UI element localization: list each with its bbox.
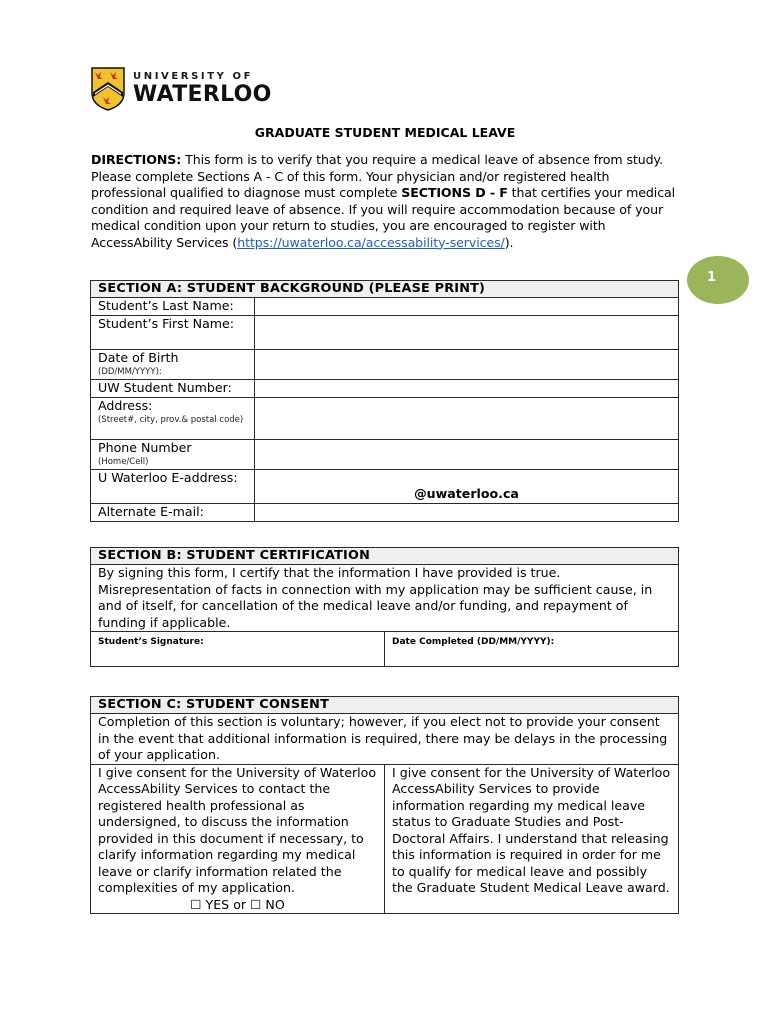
consent-right-cell — [385, 764, 679, 914]
consent-intro: Completion of this section is voluntary; however, if you elect not to provide your consent in the event that additional information is required, there may be delays in the processing of your application. — [91, 714, 679, 765]
directions-bold-sections: SECTIONS D - F — [401, 185, 508, 200]
page-number: 1 — [707, 270, 717, 285]
phone-field[interactable] — [255, 440, 679, 470]
last-name-field[interactable] — [255, 298, 679, 316]
address-hint: (Street#, city, prov.& postal code) — [98, 414, 244, 425]
date-completed-field[interactable] — [385, 632, 679, 667]
page-number-badge — [687, 256, 749, 304]
section-c-heading: SECTION C: STUDENT CONSENT — [91, 697, 679, 714]
dob-label: Date of Birth (DD/MM/YYYY): — [91, 350, 255, 380]
section-b-table — [90, 547, 679, 667]
first-name-label: Student’s First Name: — [91, 316, 255, 350]
accessability-link[interactable]: https://uwaterloo.ca/accessability-services/ — [237, 234, 505, 250]
dob-field[interactable] — [255, 350, 679, 380]
logo-top-line: UNIVERSITY OF — [133, 71, 254, 82]
directions-text-1: This form is to verify that you require a medical leave of absence from study. Please complete Sections A - C of this form. Your physician and/or registered health professional qualified to diagnose must complete — [91, 152, 663, 200]
phone-hint: (Home/Cell) — [98, 456, 149, 467]
section-b-heading: SECTION B: STUDENT CERTIFICATION — [91, 548, 679, 565]
alt-email-label: Alternate E-mail: — [91, 504, 255, 522]
university-logo — [91, 66, 272, 112]
phone-label: Phone Number (Home/Cell) — [91, 440, 255, 470]
directions-text-3: ). — [504, 234, 514, 250]
section-a-table — [90, 280, 679, 522]
page-title: GRADUATE STUDENT MEDICAL LEAVE — [254, 125, 516, 140]
consent-right-text: I give consent for the University of Waterloo AccessAbility Services to provide information regarding my medical leave status to Graduate Studies and Post-Doctoral Affairs. I understand that releasing this information is required in order for me to qualify for medical leave and possibly the Graduate Student Medical Leave award. — [392, 764, 671, 895]
address-field[interactable] — [255, 398, 679, 440]
date-completed-label: Date Completed (DD/MM/YYYY): — [392, 637, 555, 647]
student-number-field[interactable] — [255, 380, 679, 398]
uw-email-domain: @uwaterloo.ca — [414, 485, 519, 501]
consent-left-text: I give consent for the University of Waterloo AccessAbility Services to contact the registered health professional as undersigned, to discuss the information provided in this document if necessary, to clarify information regarding my medical leave or clarify information related the complexities of my application. — [98, 764, 377, 895]
signature-label: Student’s Signature: — [98, 637, 204, 647]
yes-label: YES — [205, 896, 230, 912]
signature-field[interactable] — [91, 632, 385, 667]
alt-email-field[interactable] — [255, 504, 679, 522]
yes-checkbox[interactable]: ☐ — [190, 896, 202, 912]
certification-statement: By signing this form, I certify that the information I have provided is true. Misrepresentation of facts in connection with my application may be sufficient cause, in and of itself, for cancellation of the medical leave and/or funding, and repayment of funding if applicable. — [91, 565, 679, 632]
no-label: NO — [265, 896, 285, 912]
yes-no-choice — [98, 897, 377, 914]
uw-email-field[interactable] — [255, 470, 679, 504]
address-label: Address: (Street#, city, prov.& postal code) — [91, 398, 255, 440]
student-number-label: UW Student Number: — [91, 380, 255, 398]
last-name-label: Student’s Last Name: — [91, 298, 255, 316]
directions-paragraph — [91, 152, 681, 251]
dob-hint: (DD/MM/YYYY): — [98, 366, 162, 377]
logo-bottom-line: WATERLOO — [133, 82, 272, 107]
directions-label: DIRECTIONS: — [91, 152, 182, 167]
or-label: or — [233, 896, 247, 912]
directions-text-2: that certifies your medical condition and required leave of absence. If you will require accommodation because of your medical condition upon your return to studies, you are encouraged to register with AccessAbility Services ( — [91, 185, 676, 250]
uw-email-label: U Waterloo E-address: — [91, 470, 255, 504]
section-c-table — [90, 696, 679, 914]
no-checkbox[interactable]: ☐ — [250, 896, 262, 912]
consent-left-cell — [91, 764, 385, 914]
first-name-field[interactable] — [255, 316, 679, 350]
crest-icon — [91, 67, 125, 111]
section-a-heading: SECTION A: STUDENT BACKGROUND (PLEASE PRINT) — [91, 281, 679, 298]
